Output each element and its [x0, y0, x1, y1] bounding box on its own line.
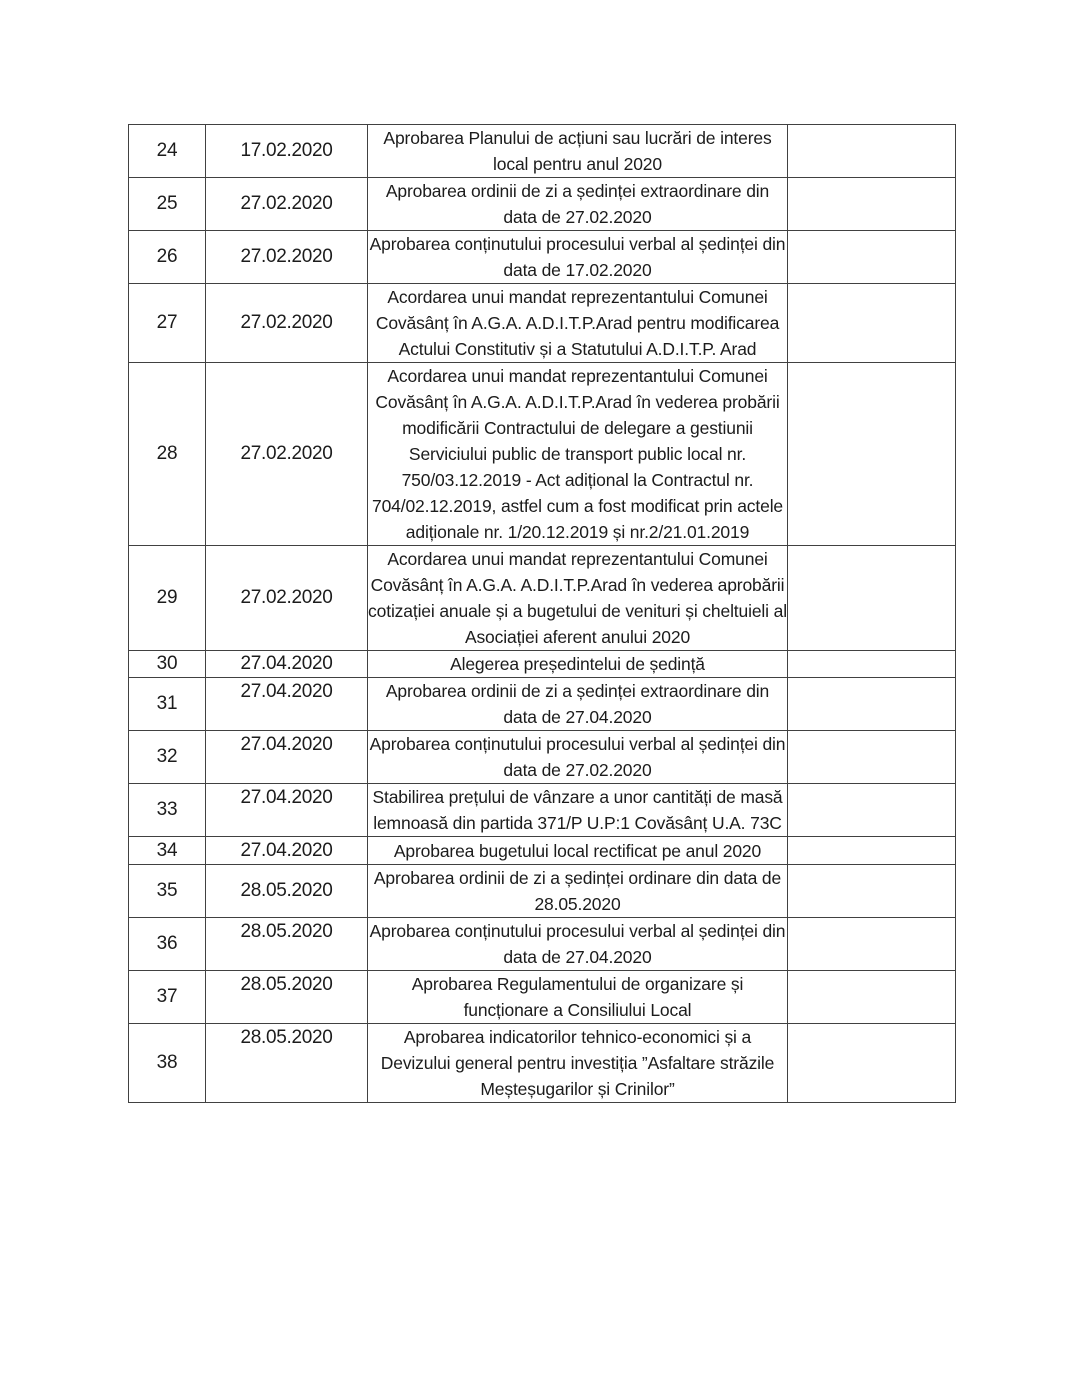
- date-cell: 27.02.2020: [206, 284, 368, 363]
- row-number-cell: 32: [129, 731, 206, 784]
- observations-cell: [788, 363, 956, 546]
- date-cell: 27.04.2020: [206, 837, 368, 865]
- observations-cell: [788, 125, 956, 178]
- row-number-cell: 36: [129, 918, 206, 971]
- table-row: [129, 837, 956, 865]
- row-number-cell: 29: [129, 546, 206, 651]
- table-row: [129, 651, 956, 678]
- description-cell: Acordarea unui mandat reprezentantului Comunei Covăsânț în A.G.A. A.D.I.T.P.Arad pentru modificarea Actului Constitutiv și a Statutului A.D.I.T.P. Arad: [368, 284, 788, 363]
- observations-cell: [788, 546, 956, 651]
- row-number-cell: 27: [129, 284, 206, 363]
- table-row: [129, 971, 956, 1024]
- date-cell: 28.05.2020: [206, 918, 368, 971]
- description-cell: Aprobarea indicatorilor tehnico-economici și a Devizului general pentru investiția ”Asfaltare străzile Meșteșugarilor și Crinilor”: [368, 1024, 788, 1103]
- row-number-cell: 37: [129, 971, 206, 1024]
- observations-cell: [788, 678, 956, 731]
- description-cell: Aprobarea conținutului procesului verbal al ședinței din data de 27.04.2020: [368, 918, 788, 971]
- date-cell: 27.02.2020: [206, 363, 368, 546]
- table-row: [129, 918, 956, 971]
- row-number-cell: 24: [129, 125, 206, 178]
- decisions-table-body: [129, 125, 956, 1103]
- description-cell: Acordarea unui mandat reprezentantului Comunei Covăsânț în A.G.A. A.D.I.T.P.Arad în vederea aprobării cotizației anuale și a bugetului de venituri și cheltuieli al Asociației aferent anului 2020: [368, 546, 788, 651]
- observations-cell: [788, 971, 956, 1024]
- observations-cell: [788, 1024, 956, 1103]
- description-cell: Aprobarea ordinii de zi a ședinței ordinare din data de 28.05.2020: [368, 865, 788, 918]
- date-cell: 28.05.2020: [206, 971, 368, 1024]
- row-number-cell: 38: [129, 1024, 206, 1103]
- row-number-cell: 34: [129, 837, 206, 865]
- date-cell: 27.02.2020: [206, 231, 368, 284]
- row-number-cell: 28: [129, 363, 206, 546]
- observations-cell: [788, 865, 956, 918]
- description-cell: Aprobarea ordinii de zi a ședinței extraordinare din data de 27.04.2020: [368, 678, 788, 731]
- observations-cell: [788, 651, 956, 678]
- table-row: [129, 731, 956, 784]
- observations-cell: [788, 918, 956, 971]
- date-cell: 27.04.2020: [206, 678, 368, 731]
- date-cell: 28.05.2020: [206, 865, 368, 918]
- description-cell: Aprobarea conținutului procesului verbal al ședinței din data de 17.02.2020: [368, 231, 788, 284]
- table-row: [129, 231, 956, 284]
- table-row: [129, 784, 956, 837]
- date-cell: 27.04.2020: [206, 651, 368, 678]
- row-number-cell: 33: [129, 784, 206, 837]
- observations-cell: [788, 284, 956, 363]
- description-cell: Aprobarea conținutului procesului verbal al ședinței din data de 27.02.2020: [368, 731, 788, 784]
- description-cell: Aprobarea ordinii de zi a ședinței extraordinare din data de 27.02.2020: [368, 178, 788, 231]
- observations-cell: [788, 837, 956, 865]
- row-number-cell: 25: [129, 178, 206, 231]
- row-number-cell: 30: [129, 651, 206, 678]
- date-cell: 27.02.2020: [206, 178, 368, 231]
- date-cell: 27.02.2020: [206, 546, 368, 651]
- date-cell: 28.05.2020: [206, 1024, 368, 1103]
- row-number-cell: 35: [129, 865, 206, 918]
- observations-cell: [788, 231, 956, 284]
- date-cell: 27.04.2020: [206, 784, 368, 837]
- row-number-cell: 26: [129, 231, 206, 284]
- description-cell: Stabilirea prețului de vânzare a unor cantități de masă lemnoasă din partida 371/P U.P:1 Covăsânț U.A. 73C: [368, 784, 788, 837]
- observations-cell: [788, 178, 956, 231]
- decisions-table: [128, 124, 956, 1103]
- table-row: [129, 546, 956, 651]
- row-number-cell: 31: [129, 678, 206, 731]
- description-cell: Acordarea unui mandat reprezentantului Comunei Covăsânț în A.G.A. A.D.I.T.P.Arad în vederea probării modificării Contractului de delegare a gestiunii Serviciului public de transport public local nr. 750/03.12.2019 - Act adițional la Contractul nr. 704/02.12.2019, astfel cum a fost modificat prin actele adiționale nr. 1/20.12.2019 și nr.2/21.01.2019: [368, 363, 788, 546]
- date-cell: 17.02.2020: [206, 125, 368, 178]
- description-cell: Aprobarea Regulamentului de organizare și funcționare a Consiliului Local: [368, 971, 788, 1024]
- description-cell: Aprobarea bugetului local rectificat pe anul 2020: [368, 837, 788, 865]
- observations-cell: [788, 731, 956, 784]
- table-row: [129, 363, 956, 546]
- description-cell: Alegerea președintelui de ședință: [368, 651, 788, 678]
- date-cell: 27.04.2020: [206, 731, 368, 784]
- table-row: [129, 125, 956, 178]
- table-row: [129, 1024, 956, 1103]
- table-row: [129, 865, 956, 918]
- table-row: [129, 678, 956, 731]
- description-cell: Aprobarea Planului de acțiuni sau lucrări de interes local pentru anul 2020: [368, 125, 788, 178]
- table-row: [129, 178, 956, 231]
- table-row: [129, 284, 956, 363]
- observations-cell: [788, 784, 956, 837]
